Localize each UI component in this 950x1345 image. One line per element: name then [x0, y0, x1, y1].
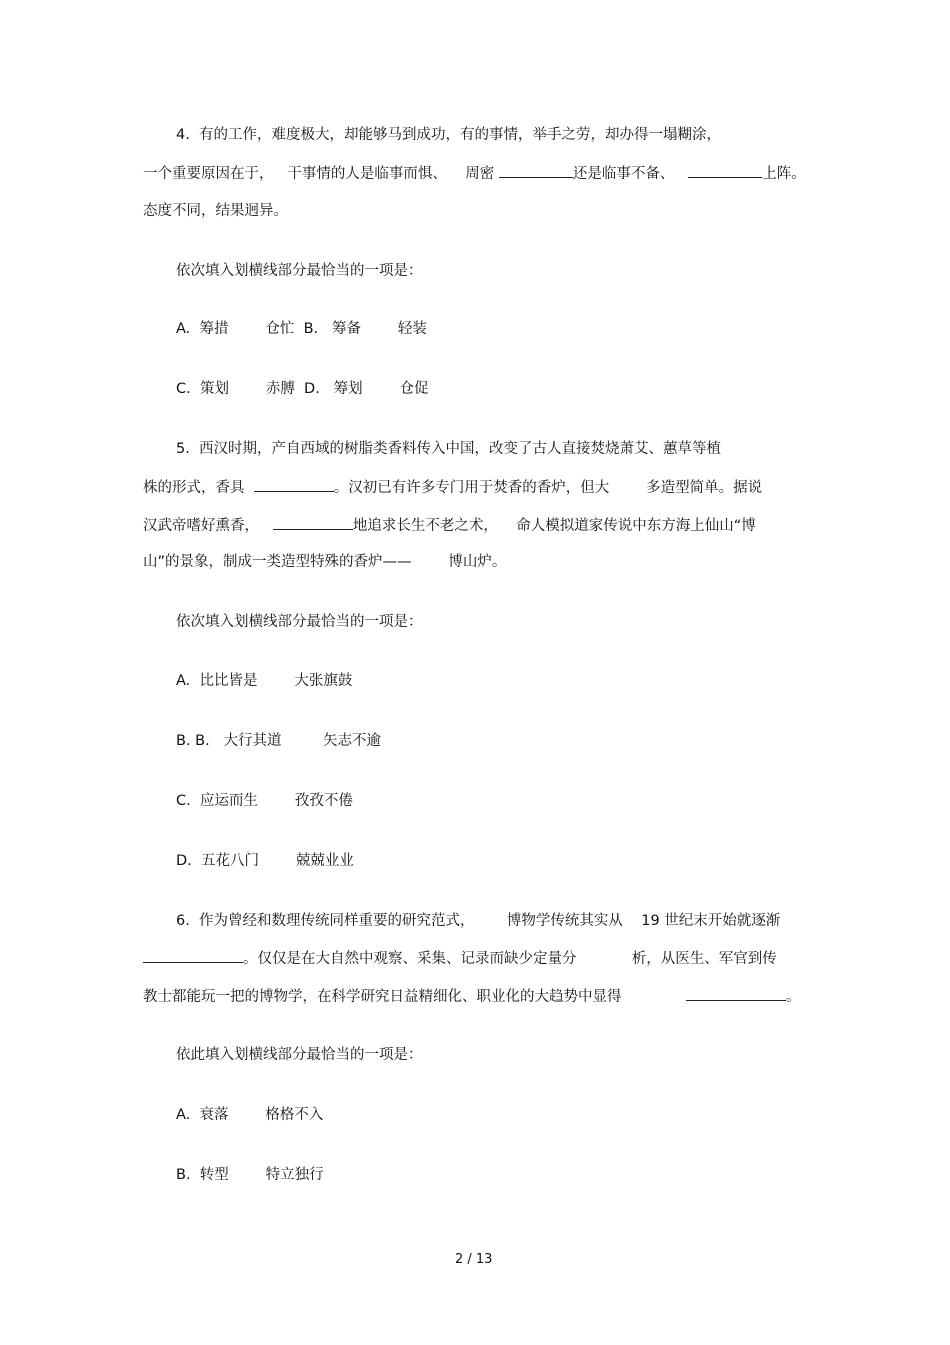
q6-option-a: A. 衰落 格格不入	[176, 1107, 324, 1123]
q4-options-ab: A. 筹措 仓忙 B. 筹备 轻装	[176, 321, 427, 337]
q5-option-c: C. 应运而生 孜孜不倦	[176, 793, 353, 809]
q6-line-3-text: 教士都能玩一把的博物学，在科学研究日益精细化、职业化的大趋势中显得	[143, 989, 687, 1005]
q4-line-2	[143, 164, 806, 183]
q6-blank-2	[686, 987, 786, 1001]
q4-options-cd: C. 策划 赤膊 D. 筹划 仓促	[176, 381, 429, 397]
q6-line-1: 6. 作为曾经和数理传统同样重要的研究范式， 博物学传统其实从 19 世纪末开始就逐渐	[176, 913, 781, 929]
page-number: 2 / 13	[455, 1252, 493, 1267]
q6-option-b: B. 转型 特立独行	[176, 1167, 324, 1183]
q6-line-2-text: 。仅仅是在大自然中观察、采集、记录而缺少定量分 析，从医生、军官到传	[243, 951, 777, 967]
q6-blank-1	[143, 949, 243, 963]
q5-prompt: 依次填入划横线部分最恰当的一项是：	[176, 614, 423, 630]
q6-prompt: 依此填入划横线部分最恰当的一项是：	[176, 1047, 423, 1063]
q4-blank-2	[688, 164, 762, 178]
q6-line-3-end: 。	[786, 989, 801, 1005]
q5-line-3	[143, 516, 756, 535]
q5-blank-1	[254, 478, 334, 492]
q5-option-d: D. 五花八门 兢兢业业	[176, 853, 354, 869]
q5-option-b: B. B. 大行其道 矢志不逾	[176, 733, 382, 749]
q4-line-2-c: 上阵。	[762, 166, 806, 182]
q5-line-4: 山”的景象，制成一类造型特殊的香炉—— 博山炉。	[143, 554, 507, 570]
q5-line-2	[143, 478, 762, 497]
q5-line-3-b: 地追求长生不老之术， 命人模拟道家传说中东方海上仙山“博	[352, 518, 756, 534]
q5-line-2-a: 株的形式，香具	[143, 480, 254, 496]
q5-option-a: A. 比比皆是 大张旗鼓	[176, 673, 353, 689]
q5-line-1: 5. 西汉时期，产自西域的树脂类香料传入中国，改变了古人直接焚烧萧艾、蕙草等植	[176, 441, 722, 457]
q4-line-2-b: 还是临事不备、	[572, 166, 689, 182]
q5-blank-2	[273, 516, 353, 530]
q4-line-1: 4. 有的工作，难度极大，却能够马到成功，有的事情，举手之劳，却办得一塌糊涂，	[176, 127, 722, 143]
q6-line-2	[143, 949, 777, 968]
q6-line-3	[143, 987, 801, 1006]
q4-line-2-a: 一个重要原因在于， 干事情的人是临事而惧、 周密	[143, 166, 499, 182]
q5-line-2-b: 。汉初已有许多专门用于焚香的香炉，但大 多造型简单。据说	[333, 480, 763, 496]
q5-line-3-a: 汉武帝嗜好熏香，	[143, 518, 273, 534]
q4-prompt: 依次填入划横线部分最恰当的一项是：	[176, 263, 423, 279]
q4-line-3: 态度不同，结果迥异。	[143, 203, 288, 219]
q4-blank-1	[499, 164, 573, 178]
